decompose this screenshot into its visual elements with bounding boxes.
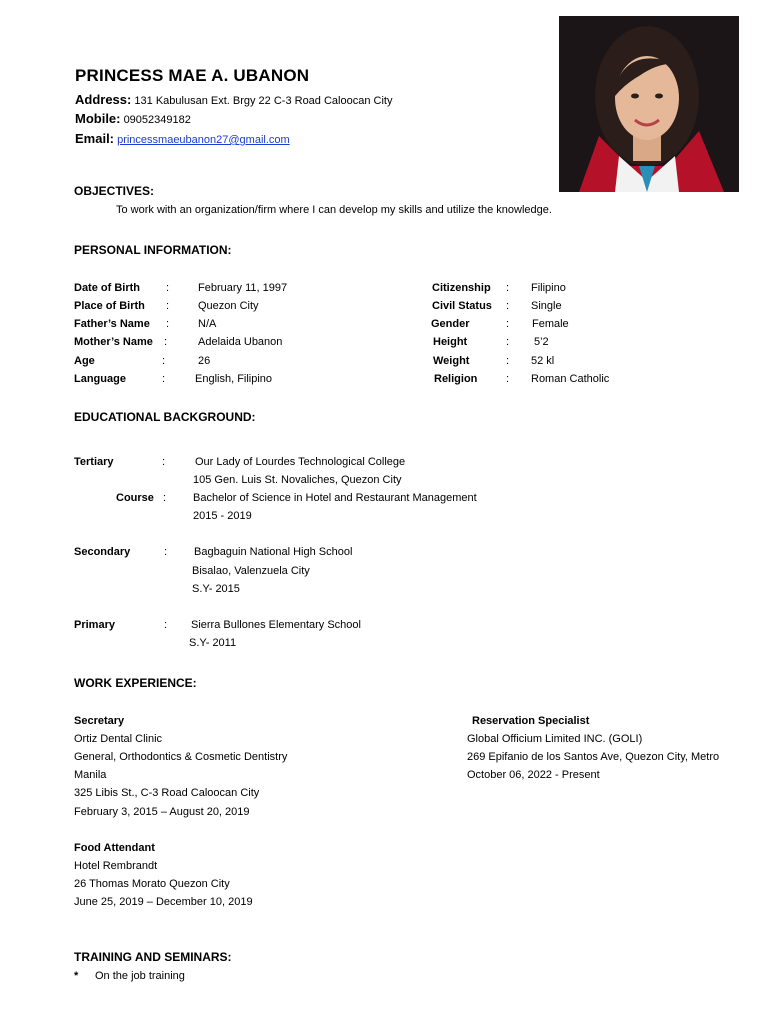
applicant-name: PRINCESS MAE A. UBANON [75, 66, 310, 85]
job-line: February 3, 2015 – August 20, 2019 [74, 806, 250, 818]
colon: : [164, 619, 168, 631]
address-line [75, 92, 392, 107]
bullet-icon: * [74, 970, 79, 982]
primary-school: Sierra Bullones Elementary School [191, 619, 361, 631]
colon: : [506, 282, 510, 294]
colon: : [506, 373, 510, 385]
colon: : [166, 282, 170, 294]
job-line: Ortiz Dental Clinic [74, 733, 163, 745]
tertiary-years: 2015 - 2019 [193, 510, 252, 522]
citizenship-value: Filipino [531, 282, 566, 294]
course-label: Course [116, 492, 154, 504]
pob-value: Quezon City [198, 300, 259, 312]
colon: : [506, 355, 510, 367]
training-heading: TRAINING AND SEMINARS: [74, 950, 232, 964]
tertiary-label: Tertiary [74, 456, 114, 468]
portrait-illustration [559, 16, 739, 192]
email-line [75, 131, 290, 146]
job-line: General, Orthodontics & Cosmetic Dentistry [74, 751, 288, 763]
email-label: Email: [75, 131, 115, 146]
address-label: Address: [75, 92, 132, 107]
colon: : [166, 318, 170, 330]
job-line: 325 Libis St., C-3 Road Caloocan City [74, 787, 260, 799]
colon: : [162, 373, 166, 385]
colon: : [164, 546, 168, 558]
colon: : [162, 355, 166, 367]
dob-value: February 11, 1997 [198, 282, 288, 294]
colon: : [166, 300, 170, 312]
height-label: Height [433, 336, 468, 348]
job-line: 269 Epifanio de los Santos Ave, Quezon City, Metro [467, 751, 720, 763]
course-value: Bachelor of Science in Hotel and Restaurant Management [193, 492, 477, 504]
colon: : [164, 336, 168, 348]
email-link[interactable]: princessmaeubanon27@gmail.com [117, 134, 290, 146]
colon: : [163, 492, 167, 504]
tertiary-school: Our Lady of Lourdes Technological College [195, 456, 406, 468]
objectives-text: To work with an organization/firm where I can develop my skills and utilize the knowledge. [116, 204, 552, 216]
age-value: 26 [198, 355, 211, 367]
primary-label: Primary [74, 619, 115, 631]
job-line: October 06, 2022 - Present [467, 769, 600, 781]
mobile-line [75, 111, 191, 126]
religion-value: Roman Catholic [531, 373, 610, 385]
job-role: Food Attendant [74, 842, 155, 854]
civil-status-label: Civil Status [432, 300, 492, 312]
job-line: Manila [74, 769, 107, 781]
father-value: N/A [198, 318, 217, 330]
job-line: Global Officium Limited INC. (GOLI) [467, 733, 643, 745]
colon: : [506, 300, 510, 312]
job-line: 26 Thomas Morato Quezon City [74, 878, 230, 890]
secondary-label: Secondary [74, 546, 131, 558]
personal-info-heading: PERSONAL INFORMATION: [74, 243, 232, 257]
religion-label: Religion [434, 373, 478, 385]
job-role: Secretary [74, 715, 125, 727]
work-heading: WORK EXPERIENCE: [74, 676, 197, 690]
gender-label: Gender [431, 318, 470, 330]
colon: : [506, 318, 510, 330]
colon: : [162, 456, 166, 468]
primary-year: S.Y- 2011 [189, 637, 237, 649]
objectives-heading: OBJECTIVES: [74, 184, 155, 198]
job-line: June 25, 2019 – December 10, 2019 [74, 896, 253, 908]
mobile-label: Mobile: [75, 111, 121, 126]
address-value: 131 Kabulusan Ext. Brgy 22 C-3 Road Caloocan City [134, 95, 393, 107]
language-label: Language [74, 373, 126, 385]
pob-label: Place of Birth [74, 300, 145, 312]
language-value: English, Filipino [195, 373, 273, 385]
tertiary-address: 105 Gen. Luis St. Novaliches, Quezon City [193, 474, 402, 486]
profile-photo [559, 16, 739, 192]
colon: : [506, 336, 510, 348]
secondary-address: Bisalao, Valenzuela City [192, 565, 310, 577]
height-value: 5’2 [534, 336, 549, 348]
secondary-year: S.Y- 2015 [192, 583, 240, 595]
training-item: On the job training [95, 970, 185, 982]
weight-value: 52 kl [531, 355, 555, 367]
dob-label: Date of Birth [74, 282, 140, 294]
job-line: Hotel Rembrandt [74, 860, 158, 872]
citizenship-label: Citizenship [432, 282, 491, 294]
secondary-school: Bagbaguin National High School [194, 546, 353, 558]
father-label: Father’s Name [74, 318, 150, 330]
mobile-value: 09052349182 [123, 114, 191, 126]
gender-value: Female [532, 318, 569, 330]
job-role: Reservation Specialist [472, 715, 590, 727]
age-label: Age [74, 355, 95, 367]
weight-label: Weight [433, 355, 470, 367]
mother-value: Adelaida Ubanon [198, 336, 283, 348]
education-heading: EDUCATIONAL BACKGROUND: [74, 410, 256, 424]
mother-label: Mother’s Name [74, 336, 153, 348]
civil-status-value: Single [531, 300, 562, 312]
